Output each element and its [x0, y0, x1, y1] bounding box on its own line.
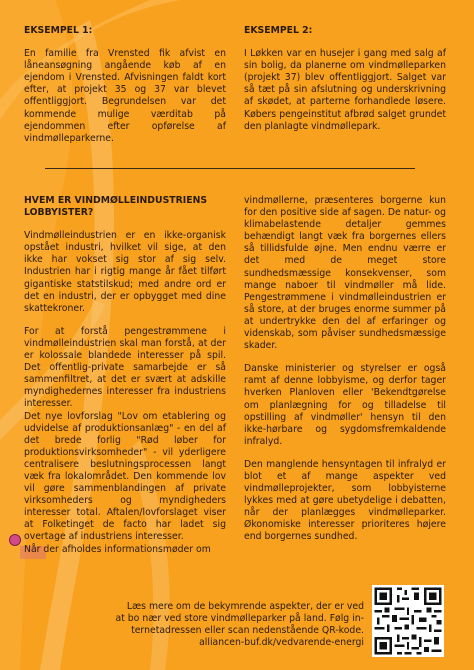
- footer-line: Læs mere om de bekymrende aspekter, der er ved: [126, 601, 364, 612]
- example-2: [244, 25, 446, 144]
- section-divider: [45, 168, 415, 169]
- footer-line: ternetadressen eller scan nedenstående QR-kode.: [131, 625, 364, 636]
- lobbyist-section-left: [24, 195, 226, 556]
- example-2-heading: EKSEMPEL 2:: [244, 25, 313, 36]
- lobbyist-paragraph: Vindmølleindustrien er en ikke-organisk opstået industri, hvilket vil sige, at den ikke har vokset sig stor af sig selv. Industrien har i rigtig mange år fået tilført gigantiske statstilskud; med andre ord er det en industri, der er opbygget med dine skattekroner.: [24, 230, 226, 314]
- example-2-text: I Løkken var en husejer i gang med salg af sin bolig, da planerne om vindmølleparken (projekt 37) blev offentliggjort. Salget var så tæt på sin afslutning og underskrivning af skødet, at parterne forhandlede løsere. Købers pengeinstitut afbrød salget grundet den planlagte vindmøllepark.: [244, 48, 446, 132]
- lobbyist-heading: HVEM ER VINDMØLLEINDUSTRIENS LOBBYISTER?: [24, 195, 208, 219]
- footer-url[interactable]: alliancen-buf.dk/vedvarende-energi: [199, 637, 364, 648]
- lobbyist-paragraph: Når der afholdes informationsmøder om: [24, 543, 211, 555]
- example-1: [24, 25, 226, 156]
- lobbyist-paragraph: Det nye lovforslag "Lov om etablering og udvidelse af produktionsanlæg" - en del af det brede forlig "Rød løber for produktionsvirksomheder" - vil yderligere centralisere beslutningsprocessen langt væk fra lokalområdet. Den kommende lov vil gøre sammenblandingen af private virksomheders og myndigheders interesser total. Aftalen/lovforslaget viser at Folketinget de facto har ladet sig overtage af industriens interesser.: [24, 410, 226, 543]
- lobbyist-paragraph: vindmøllerne, præsenteres borgerne kun for den positive side af sagen. De natur- og klimabelastende detaljer gemmes behændigt langt væk fra borgernes ellers så tillidsfulde øjne. Men endnu værre er det med de meget store sundhedsmæssige konsekvenser, som mange naboer til vindmøller må lide. Pengestrømmene i vindmølleindustrien er så store, at der bruges enorme summer på at undertrykke den del af erfaringer og videnskab, som påviser sundhedsmæssige skader.: [244, 195, 446, 352]
- comment-marker-icon[interactable]: [9, 534, 21, 546]
- lobbyist-paragraph: Danske ministerier og styrelser er også ramt af denne lobbyisme, og derfor tager hverken Planloven eller 'Bekendtgørelse om planlægning for og tilladelse til opstilling af vindmøller' hensyn til den ikke-hørbare og sygdomsfremkaldende infralyd.: [244, 363, 446, 447]
- footer-line: at bo nær ved store vindmølleparker på land. Følg in-: [115, 613, 364, 624]
- lobbyist-section-right: [244, 195, 446, 555]
- qr-code-icon[interactable]: [372, 585, 444, 657]
- footer-text: [96, 601, 364, 649]
- example-1-heading: EKSEMPEL 1:: [24, 25, 93, 36]
- lobbyist-paragraph: For at forstå pengestrømmene i vindmølleindustrien skal man forstå, at der er kolossale blandede interesser på spil. Det offentlig-private samarbejde er så sammenfiltret, at det er svært at adskille myndighedernes interesser fra industriens interesser.: [24, 325, 226, 410]
- lobbyist-paragraph: Den manglende hensyntagen til infralyd er blot et af mange aspekter ved vindmølleprojekter, som lobbyisterne lykkes med at gøre ubetydelige i debatten, når der planlægges vindmølleparker. Økonomiske interesser prioriteres højere end borgernes sundhed.: [244, 458, 446, 543]
- example-1-text: En familie fra Vrensted fik afvist en låneansøgning angående køb af en ejendom i Vrensted. Afvisningen faldt kort efter, at projekt 35 og 37 var blevet offentliggjort. Begrundelsen var det kommende mulige værditab på ejendommen efter opførelse af vindmølleparkerne.: [24, 48, 226, 144]
